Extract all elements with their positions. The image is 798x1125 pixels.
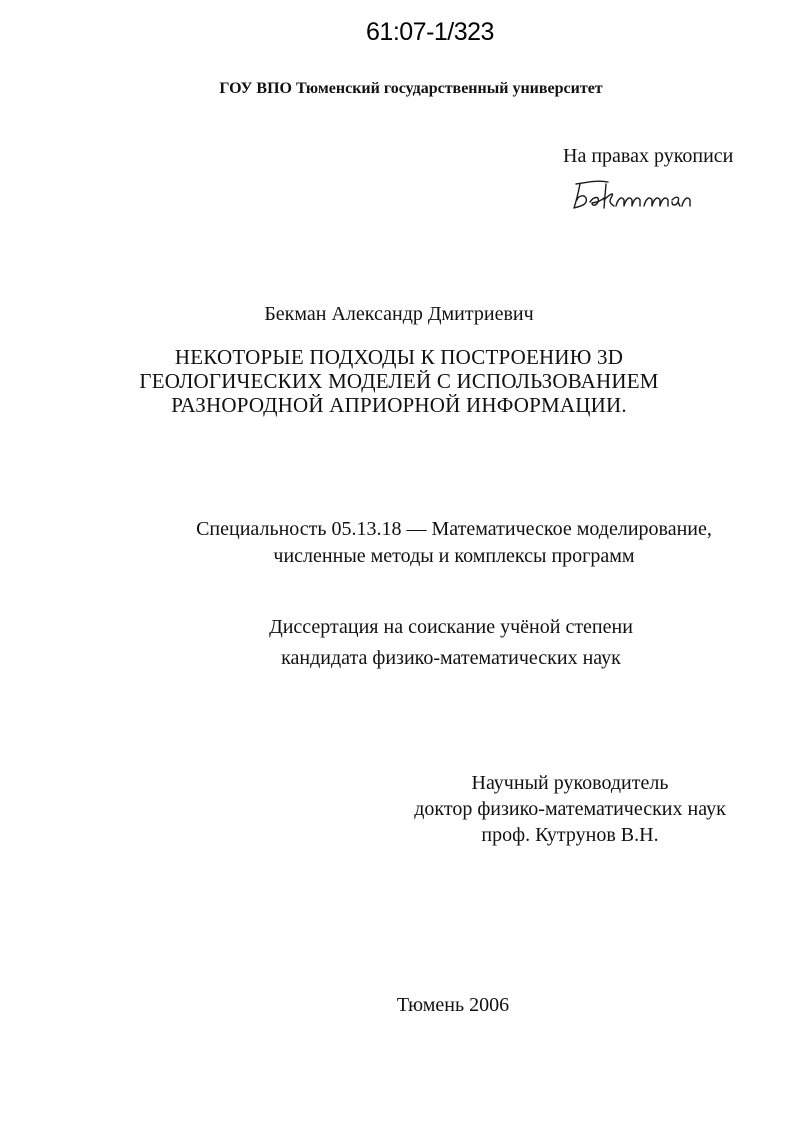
archive-stamp: 61:07-1/323 xyxy=(366,18,494,46)
specialty-line: численные методы и комплексы программ xyxy=(273,545,635,567)
handwritten-signature xyxy=(568,176,698,216)
title-line: ГЕОЛОГИЧЕСКИХ МОДЕЛЕЙ С ИСПОЛЬЗОВАНИЕМ xyxy=(139,369,659,393)
dissertation-title xyxy=(0,345,798,417)
city-year: Тюмень 2006 xyxy=(396,994,510,1016)
supervisor-block xyxy=(400,770,740,848)
author-name: Бекман Александр Дмитриевич xyxy=(264,303,534,325)
supervisor-line: доктор физико-математических наук xyxy=(414,798,726,820)
specialty-line: Специальность 05.13.18 — Математическое моделирование, xyxy=(196,518,712,540)
specialty-block xyxy=(0,516,798,570)
supervisor-line: проф. Кутрунов В.Н. xyxy=(481,824,659,846)
university-name: ГОУ ВПО Тюменский государственный университет xyxy=(219,80,603,97)
degree-block xyxy=(0,612,798,674)
title-line: РАЗНОРОДНОЙ АПРИОРНОЙ ИНФОРМАЦИИ. xyxy=(171,393,627,417)
supervisor-line: Научный руководитель xyxy=(471,772,669,794)
degree-line: Диссертация на соискание учёной степени xyxy=(269,616,633,638)
degree-line: кандидата физико-математических наук xyxy=(281,647,621,669)
manuscript-rights-note: На правах рукописи xyxy=(563,145,734,167)
title-line: НЕКОТОРЫЕ ПОДХОДЫ К ПОСТРОЕНИЮ 3D xyxy=(174,345,624,369)
